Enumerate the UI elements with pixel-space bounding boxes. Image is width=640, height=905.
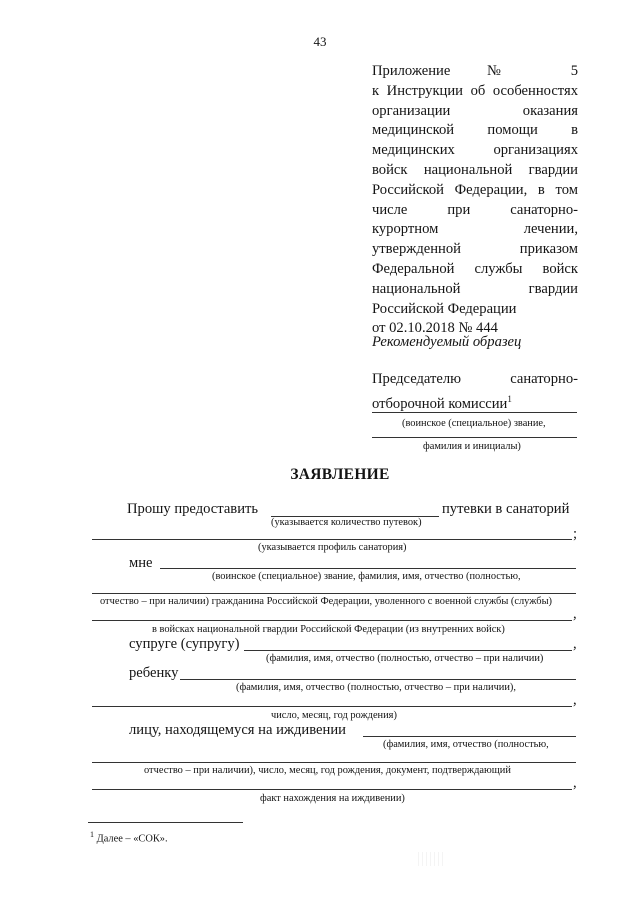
footnote (90, 830, 168, 844)
label-spouse: супруге (супругу) (129, 636, 240, 652)
hint-troops: в войсках национальной гвардии Российской Федерации (из внутренних войск) (152, 624, 505, 635)
semicolon: ; (573, 526, 578, 542)
dependent-docs-field[interactable] (92, 762, 576, 763)
addressee-hint-name: фамилия и инициалы) (423, 441, 521, 452)
comma-2: , (573, 636, 577, 652)
addressee-line-2 (372, 390, 578, 415)
appendix-line: утвержденной приказом (372, 241, 578, 258)
footnote-text: Далее – «СОК». (96, 833, 168, 845)
hint-patronymic-citizen: отчество – при наличии) гражданина Российской Федерации, уволенного с военной службы (службы) (100, 596, 553, 607)
addressee-line-2-text: отборочной комиссии (372, 395, 508, 412)
hint-dependency-fact: факт нахождения на иждивении) (260, 793, 405, 804)
addressee-name-line[interactable] (372, 437, 577, 438)
appendix-line: национальной гвардии (372, 280, 578, 297)
hint-dependent-docs: отчество – при наличии), число, месяц, год рождения, документ, подтверждающий (144, 765, 511, 776)
comma-4: , (573, 775, 577, 791)
appendix-line: числе при санаторно- (372, 201, 578, 218)
appendix-header (372, 62, 578, 339)
addressee-block (372, 370, 578, 414)
appendix-line: Российской Федерации (372, 300, 517, 317)
hint-child: (фамилия, имя, отчество (полностью, отчество – при наличии), (236, 682, 516, 693)
applicant-name-field-2[interactable] (92, 593, 576, 594)
footnote-ref: 1 (507, 393, 512, 404)
comma-3: , (573, 692, 577, 708)
hint-sanatorium-profile: (указывается профиль санатория) (258, 542, 407, 553)
appendix-line: Приложение № 5 (372, 63, 578, 79)
appendix-line: курортном лечении, (372, 221, 578, 238)
appendix-line: войск национальной гвардии (372, 161, 578, 178)
sanatorium-profile-field[interactable] (92, 539, 572, 540)
addressee-hint-rank: (воинское (специальное) звание, (402, 418, 546, 429)
footnote-separator (88, 822, 243, 823)
appendix-line: от 02.10.2018 № 444 (372, 320, 498, 337)
footnote-mark: 1 (90, 830, 94, 839)
addressee-line-1: Председателю санаторно- (372, 371, 578, 387)
child-name-field[interactable] (180, 679, 576, 680)
hint-spouse: (фамилия, имя, отчество (полностью, отчество – при наличии) (266, 653, 544, 664)
hint-vouchers-count: (указывается количество путевок) (271, 517, 422, 528)
dependency-fact-field[interactable] (92, 789, 572, 790)
appendix-line: Федеральной службы войск (372, 260, 578, 277)
comma-1: , (573, 606, 577, 622)
hint-rank-name: (воинское (специальное) звание, фамилия, имя, отчество (полностью, (212, 571, 521, 582)
appendix-line: к Инструкции об особенностях (372, 82, 578, 99)
label-child: ребенку (129, 665, 179, 681)
request-text-start: Прошу предоставить (127, 501, 259, 517)
appendix-line: медицинских организациях (372, 142, 578, 159)
addressee-rank-line[interactable] (372, 412, 577, 413)
appendix-line: организации оказания (372, 102, 578, 119)
sample-label: Рекомендуемый образец (372, 334, 522, 350)
spouse-name-field[interactable] (244, 650, 572, 651)
label-me: мне (129, 555, 153, 571)
request-text-end: путевки в санаторий (442, 501, 570, 517)
label-dependent: лицу, находящемуся на иждивении (129, 722, 346, 738)
applicant-service-field[interactable] (92, 620, 572, 621)
dependent-name-field[interactable] (363, 736, 576, 737)
appendix-line: Российской Федерации, в том (372, 181, 578, 198)
page-number: 43 (313, 34, 327, 49)
child-birth-field[interactable] (92, 706, 572, 707)
faint-stamp-marks (418, 852, 446, 866)
hint-dependent: (фамилия, имя, отчество (полностью, (383, 739, 549, 750)
applicant-rank-name-field[interactable] (160, 568, 576, 569)
document-title: ЗАЯВЛЕНИЕ (290, 466, 390, 483)
appendix-line: медицинской помощи в (372, 122, 578, 139)
hint-birth: число, месяц, год рождения) (271, 710, 397, 721)
